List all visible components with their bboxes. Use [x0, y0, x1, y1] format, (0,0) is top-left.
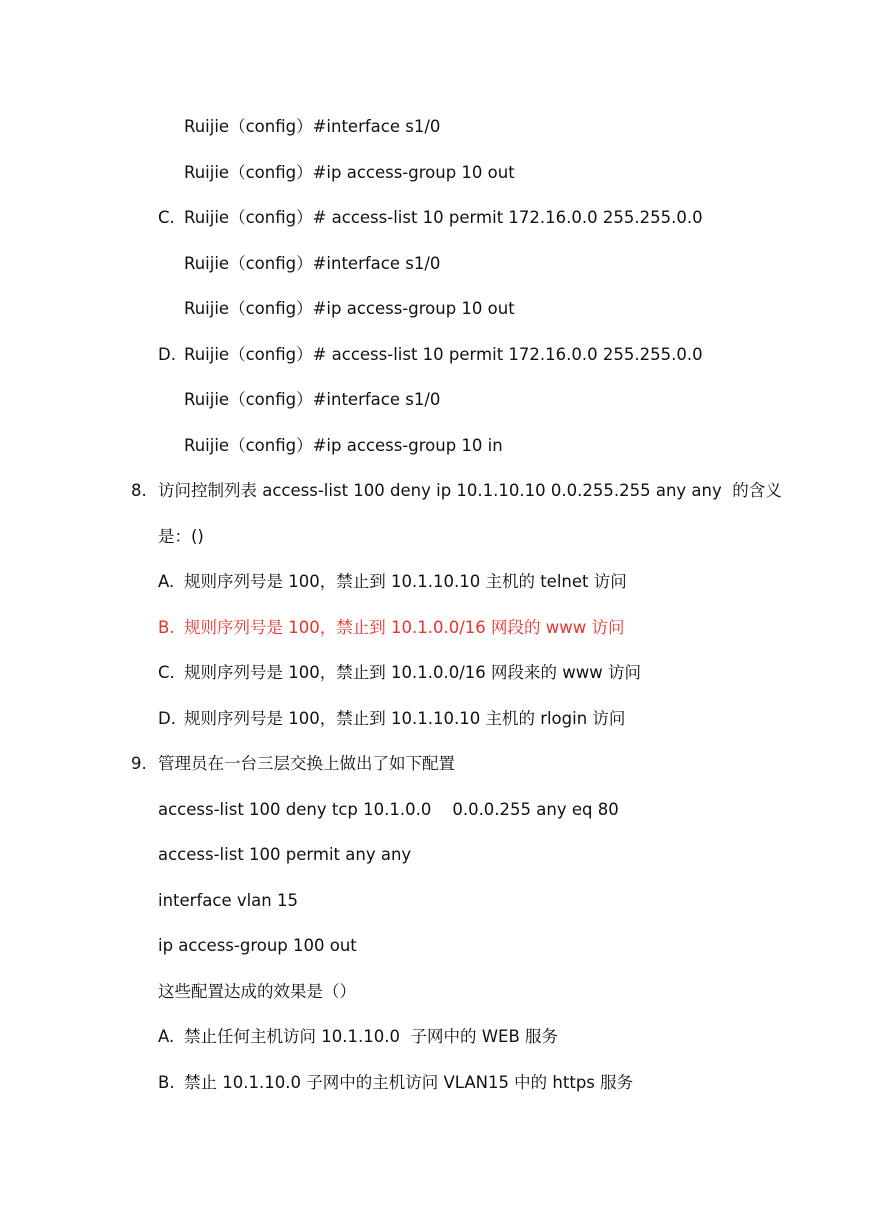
q8-number: 8.	[131, 481, 147, 500]
q8-option-b-text: 规则序列号是 100，禁止到 10.1.0.0/16 网段的 www 访问	[184, 618, 625, 637]
q8-option-b-label: B.	[158, 618, 175, 637]
q7-option-c-line-3: Ruijie（config）#ip access-group 10 out	[184, 299, 515, 318]
q7-option-d-line-3: Ruijie（config）#ip access-group 10 in	[184, 436, 503, 455]
q7-option-b-line-2: Ruijie（config）#interface s1/0	[184, 117, 441, 136]
q7-option-d-line-1: Ruijie（config）# access-list 10 permit 172.16.0.0 255.255.0.0	[184, 345, 703, 364]
q8-stem-line-2: 是：()	[158, 527, 204, 546]
q7-option-d-label: D.	[158, 345, 176, 364]
q9-question: 这些配置达成的效果是（）	[158, 982, 356, 1001]
q9-config-line-3: interface vlan 15	[158, 891, 298, 910]
q7-option-c-line-2: Ruijie（config）#interface s1/0	[184, 254, 441, 273]
q8-option-d-label: D.	[158, 709, 176, 728]
q7-option-d-line-2: Ruijie（config）#interface s1/0	[184, 390, 441, 409]
q9-stem: 管理员在一台三层交换上做出了如下配置	[158, 754, 455, 773]
q8-option-a-text: 规则序列号是 100，禁止到 10.1.10.10 主机的 telnet 访问	[184, 572, 627, 591]
q9-option-a-label: A.	[158, 1027, 175, 1046]
q9-option-b-text: 禁止 10.1.10.0 子网中的主机访问 VLAN15 中的 https 服务	[184, 1073, 634, 1092]
q9-option-a-text: 禁止任何主机访问 10.1.10.0 子网中的 WEB 服务	[184, 1027, 559, 1046]
q9-config-line-2: access-list 100 permit any any	[158, 845, 412, 864]
q8-stem-line-1: 访问控制列表 access-list 100 deny ip 10.1.10.10 0.0.255.255 any any 的含义	[158, 481, 782, 500]
q9-option-b-label: B.	[158, 1073, 175, 1092]
q8-option-a-label: A.	[158, 572, 175, 591]
q9-config-line-4: ip access-group 100 out	[158, 936, 357, 955]
q8-option-c-label: C.	[158, 663, 175, 682]
q7-option-c-line-1: Ruijie（config）# access-list 10 permit 172.16.0.0 255.255.0.0	[184, 208, 703, 227]
q8-option-c-text: 规则序列号是 100，禁止到 10.1.0.0/16 网段来的 www 访问	[184, 663, 641, 682]
q9-config-line-1: access-list 100 deny tcp 10.1.0.0 0.0.0.255 any eq 80	[158, 800, 619, 819]
q9-number: 9.	[131, 754, 147, 773]
q7-option-c-label: C.	[158, 208, 175, 227]
q8-option-d-text: 规则序列号是 100，禁止到 10.1.10.10 主机的 rlogin 访问	[184, 709, 626, 728]
q7-option-b-line-3: Ruijie（config）#ip access-group 10 out	[184, 163, 515, 182]
